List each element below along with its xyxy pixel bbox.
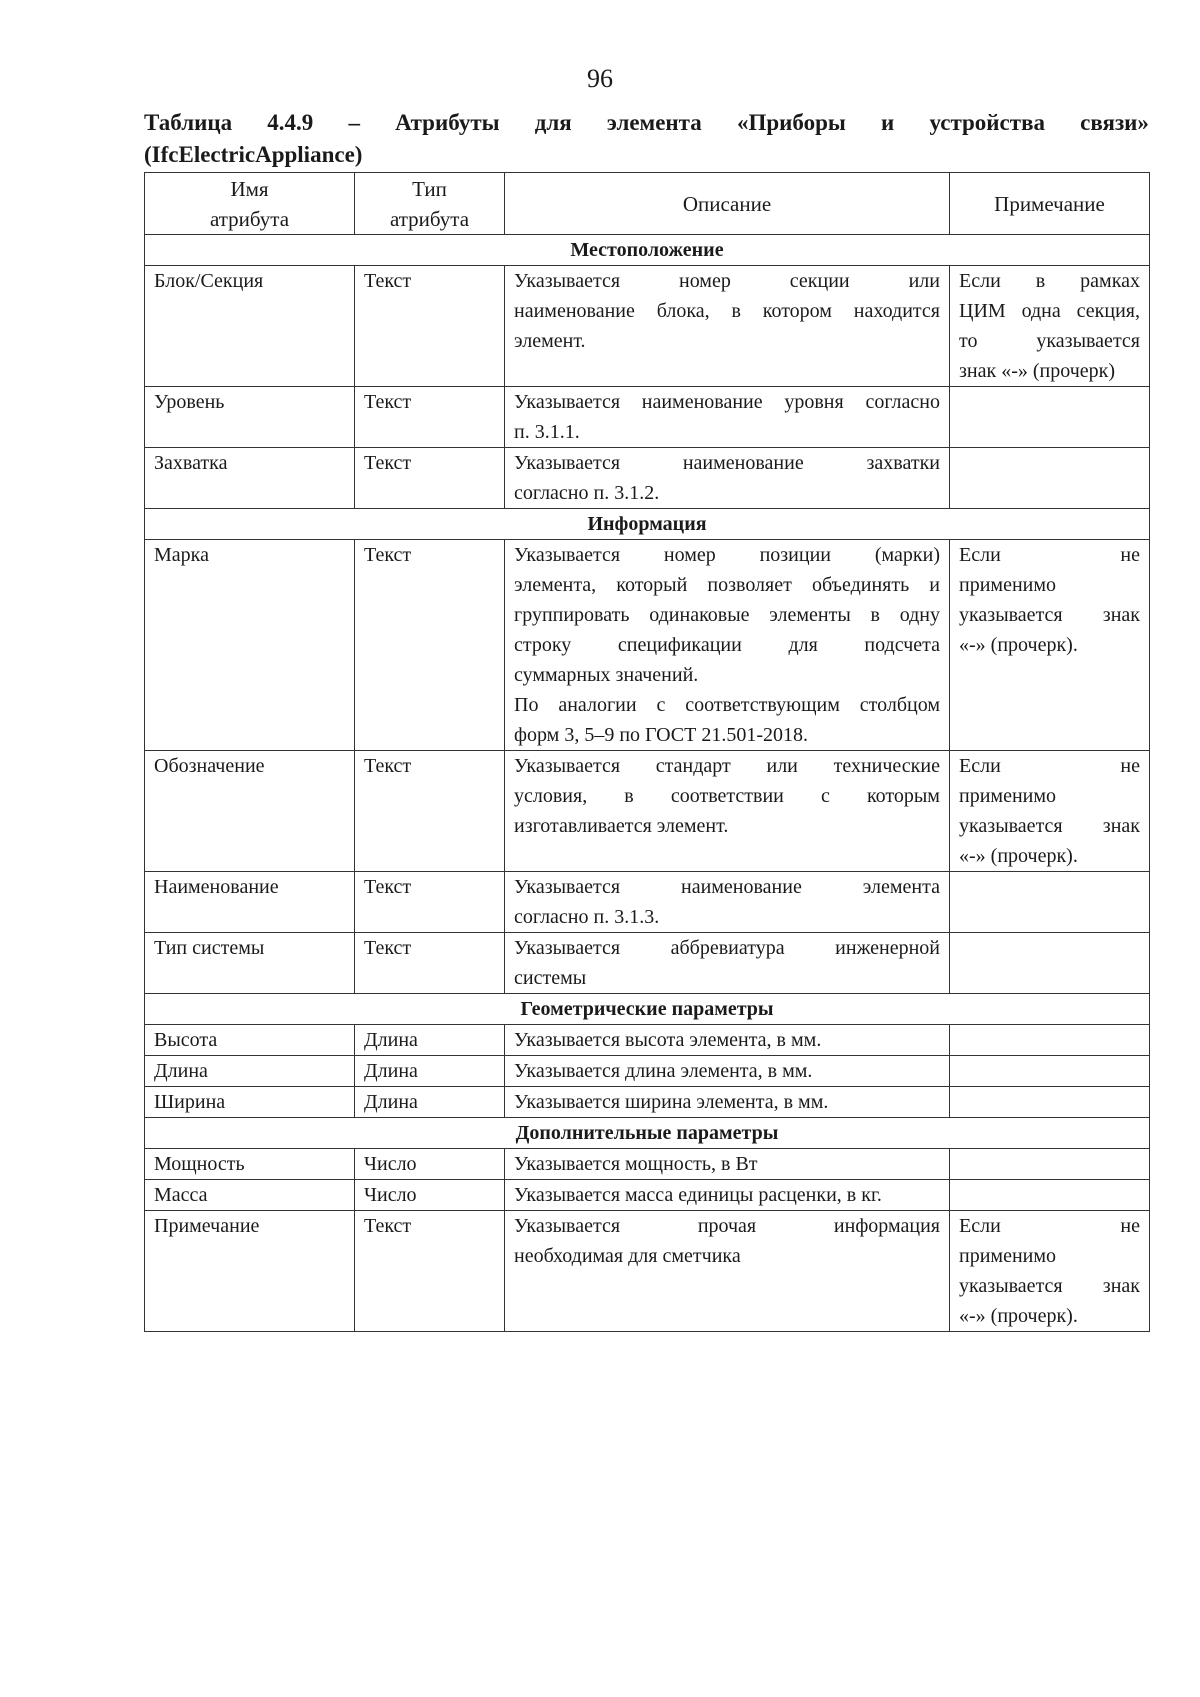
attribute-type: Текст xyxy=(355,872,505,933)
attribute-description xyxy=(505,1056,950,1087)
description-line: Указывается высота элемента, в мм. xyxy=(514,1029,822,1051)
attribute-name: Масса xyxy=(145,1180,355,1211)
note-line: «-» (прочерк). xyxy=(959,1305,1078,1327)
attribute-description xyxy=(505,387,950,448)
attribute-type: Длина xyxy=(355,1056,505,1087)
note-line: Если не xyxy=(959,544,1140,566)
description-line: Указывается номер позиции (марки) xyxy=(514,544,940,566)
note-line: ЦИМ одна секция, xyxy=(959,300,1140,322)
header-type: Тип атрибута xyxy=(355,173,505,235)
description-line: Указывается стандарт или технические xyxy=(514,755,940,777)
attribute-note xyxy=(950,540,1150,751)
attribute-type: Число xyxy=(355,1180,505,1211)
attribute-note xyxy=(950,1180,1150,1211)
description-line: По аналогии с соответствующим столбцом xyxy=(514,694,940,716)
attribute-description xyxy=(505,872,950,933)
attribute-note xyxy=(950,448,1150,509)
caption-line-2: (IfcElectricAppliance) xyxy=(144,142,363,167)
description-line: элемента, который позволяет объединять и xyxy=(514,574,940,596)
attribute-type: Число xyxy=(355,1149,505,1180)
note-line: указывается знак xyxy=(959,815,1140,837)
description-line: Указывается масса единицы расценки, в кг. xyxy=(514,1184,882,1206)
note-line: применимо xyxy=(959,1245,1057,1267)
attribute-name: Обозначение xyxy=(145,751,355,872)
table-row xyxy=(145,266,1150,387)
table-row xyxy=(145,1056,1150,1087)
page-number: 96 xyxy=(587,64,613,93)
table-row xyxy=(145,540,1150,751)
note-line: применимо xyxy=(959,574,1057,596)
description-line: форм 3, 5–9 по ГОСТ 21.501-2018. xyxy=(514,724,808,746)
description-line: суммарных значений. xyxy=(514,664,699,686)
table-row xyxy=(145,1180,1150,1211)
header-description: Описание xyxy=(505,173,950,235)
attribute-note xyxy=(950,872,1150,933)
table-row xyxy=(145,751,1150,872)
attribute-note xyxy=(950,1211,1150,1332)
note-line: Если не xyxy=(959,1215,1140,1237)
section-header-row xyxy=(145,994,1150,1025)
attribute-note xyxy=(950,933,1150,994)
description-line: Указывается номер секции или xyxy=(514,270,940,292)
caption-word: – xyxy=(348,110,360,135)
attribute-type: Текст xyxy=(355,448,505,509)
description-line: строку спецификации для подсчета xyxy=(514,634,940,656)
attribute-type: Текст xyxy=(355,933,505,994)
attribute-description xyxy=(505,1087,950,1118)
description-line: Указывается длина элемента, в мм. xyxy=(514,1060,813,1082)
attribute-name: Наименование xyxy=(145,872,355,933)
attributes-table xyxy=(144,172,1150,1332)
description-line: Указывается наименование захватки xyxy=(514,452,940,474)
header-note: Примечание xyxy=(950,173,1150,235)
attribute-name: Тип системы xyxy=(145,933,355,994)
header-name: Имя атрибута xyxy=(145,173,355,235)
attribute-name: Захватка xyxy=(145,448,355,509)
note-line: «-» (прочерк). xyxy=(959,634,1078,656)
caption-word: для xyxy=(534,110,572,135)
attribute-description xyxy=(505,1180,950,1211)
attribute-type: Текст xyxy=(355,751,505,872)
attribute-description xyxy=(505,266,950,387)
caption-word: и xyxy=(881,110,895,135)
description-line: п. 3.1.1. xyxy=(514,421,580,443)
description-line: Указывается ширина элемента, в мм. xyxy=(514,1091,829,1113)
attribute-note xyxy=(950,1087,1150,1118)
section-title: Дополнительные параметры xyxy=(145,1118,1150,1149)
attribute-type: Текст xyxy=(355,1211,505,1332)
caption-line-1 xyxy=(144,107,1149,139)
attribute-note xyxy=(950,387,1150,448)
attribute-description xyxy=(505,1025,950,1056)
caption-word: устройства xyxy=(929,110,1045,135)
section-title: Местоположение xyxy=(145,235,1150,266)
table-row xyxy=(145,1211,1150,1332)
table-row xyxy=(145,448,1150,509)
table-row xyxy=(145,872,1150,933)
description-line: Указывается прочая информация xyxy=(514,1215,940,1237)
note-line: «-» (прочерк). xyxy=(959,845,1078,867)
caption-word: связи» xyxy=(1080,110,1149,135)
description-line: элемент. xyxy=(514,330,586,352)
table-row xyxy=(145,387,1150,448)
attribute-name: Ширина xyxy=(145,1087,355,1118)
attribute-description xyxy=(505,540,950,751)
description-line: необходимая для сметчика xyxy=(514,1245,741,1267)
note-line: знак «-» (прочерк) xyxy=(959,360,1116,382)
attribute-description xyxy=(505,1211,950,1332)
note-line: указывается знак xyxy=(959,1275,1140,1297)
attribute-description xyxy=(505,448,950,509)
note-line: применимо xyxy=(959,785,1057,807)
attribute-description xyxy=(505,933,950,994)
table-row xyxy=(145,1087,1150,1118)
description-line: Указывается наименование уровня согласно xyxy=(514,391,940,413)
section-header-row xyxy=(145,509,1150,540)
section-title: Информация xyxy=(145,509,1150,540)
attribute-note xyxy=(950,751,1150,872)
caption-word: элемента xyxy=(606,110,702,135)
description-line: системы xyxy=(514,967,587,989)
attribute-type: Текст xyxy=(355,540,505,751)
section-title: Геометрические параметры xyxy=(145,994,1150,1025)
description-line: согласно п. 3.1.2. xyxy=(514,482,660,504)
caption-word: 4.4.9 xyxy=(267,110,314,135)
table-row xyxy=(145,933,1150,994)
attribute-note xyxy=(950,266,1150,387)
attribute-type: Текст xyxy=(355,266,505,387)
description-line: изготавливается элемент. xyxy=(514,815,729,837)
table-row xyxy=(145,1025,1150,1056)
attribute-note xyxy=(950,1149,1150,1180)
attribute-name: Примечание xyxy=(145,1211,355,1332)
section-header-row xyxy=(145,1118,1150,1149)
attribute-name: Длина xyxy=(145,1056,355,1087)
attribute-type: Длина xyxy=(355,1025,505,1056)
table-body xyxy=(145,235,1150,1332)
note-line: то указывается xyxy=(959,330,1140,352)
attribute-type: Текст xyxy=(355,387,505,448)
description-line: группировать одинаковые элементы в одну xyxy=(514,604,940,626)
caption-word: «Приборы xyxy=(736,110,846,135)
description-line: условия, в соответствии с которым xyxy=(514,785,940,807)
table-header-row xyxy=(145,173,1150,235)
section-header-row xyxy=(145,235,1150,266)
description-line: Указывается аббревиатура инженерной xyxy=(514,937,940,959)
attribute-name: Марка xyxy=(145,540,355,751)
description-line: Указывается мощность, в Вт xyxy=(514,1153,758,1175)
table-row xyxy=(145,1149,1150,1180)
note-line: указывается знак xyxy=(959,604,1140,626)
attribute-note xyxy=(950,1025,1150,1056)
attribute-name: Блок/Секция xyxy=(145,266,355,387)
caption-word: Атрибуты xyxy=(395,110,500,135)
attribute-description xyxy=(505,751,950,872)
attribute-name: Мощность xyxy=(145,1149,355,1180)
attribute-type: Длина xyxy=(355,1087,505,1118)
description-line: согласно п. 3.1.3. xyxy=(514,906,660,928)
note-line: Если не xyxy=(959,755,1140,777)
attribute-description xyxy=(505,1149,950,1180)
table-caption xyxy=(144,107,1149,171)
attribute-note xyxy=(950,1056,1150,1087)
caption-word: Таблица xyxy=(144,110,233,135)
description-line: наименование блока, в котором находится xyxy=(514,300,940,322)
description-line: Указывается наименование элемента xyxy=(514,876,940,898)
attribute-name: Уровень xyxy=(145,387,355,448)
attribute-name: Высота xyxy=(145,1025,355,1056)
note-line: Если в рамках xyxy=(959,270,1140,292)
